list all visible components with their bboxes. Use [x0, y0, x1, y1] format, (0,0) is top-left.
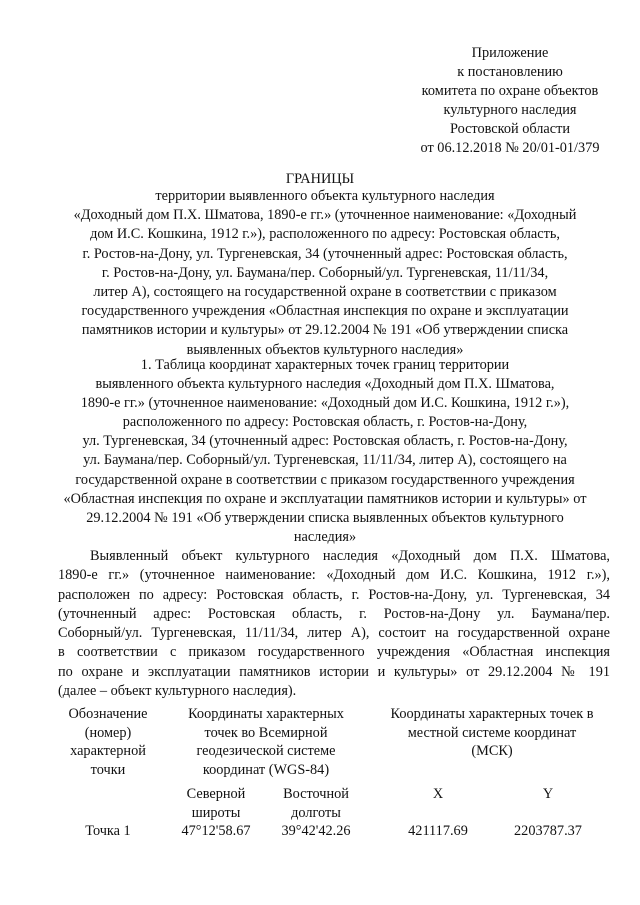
heading-line: 1890-е гг.» (уточненное наименование: «Доходный дом И.С. Кошкина, 1912 г.»), — [80, 395, 570, 412]
document-title: ГРАНИЦЫ — [285, 171, 355, 187]
annex-line: комитета по охране объектов — [421, 83, 599, 99]
header-line: (МСК) — [471, 743, 513, 759]
annex-line: Ростовской области — [449, 121, 571, 137]
header-line: Восточной — [283, 786, 349, 802]
subtitle-line: литер А), состоящего на государственной охране в соответствии с приказом — [93, 284, 557, 301]
heading-line: ул. Тургеневская, 34 (уточненный адрес: Ростовская область, г. Ростов-на-Дону, — [82, 433, 568, 450]
body-paragraph — [58, 547, 610, 701]
paragraph-line: Выявленный объект культурного наследия «Доходный дом П.Х. Шматова, — [90, 548, 610, 564]
header-line: местной системе координат — [407, 724, 577, 741]
header-line: широты — [191, 804, 241, 821]
subtitle-line: государственного учреждения «Областная инспекция по охране и эксплуатации — [81, 303, 569, 320]
subtitle-line: г. Ростов-на-Дону, ул. Тургеневская, 34 (уточненный адрес: Ростовская область, — [82, 245, 568, 262]
header-line: геодезической системе — [196, 743, 336, 759]
header-line: Обозначение — [68, 706, 148, 722]
paragraph-line: в соответствии с приказом государственного учреждения «Областная инспекция — [58, 644, 610, 661]
header-line: Координаты характерных — [188, 706, 344, 722]
paragraph-line: 1890-е гг.» (уточненное наименование: «Доходный дом И.С. Кошкина, 1912 г.»), — [58, 567, 610, 584]
heading-line: 1. Таблица координат характерных точек границ территории — [140, 357, 510, 373]
section-heading — [40, 356, 610, 547]
header-line: долготы — [291, 804, 341, 821]
paragraph-line: Соборный/ул. Тургеневская, 11/11/34, литер А), состоит на государственной охране — [58, 625, 610, 642]
header-line: характерной — [70, 743, 146, 759]
annex-line: от 06.12.2018 № 20/01-01/379 — [420, 140, 600, 156]
heading-line: «Областная инспекция по охране и эксплуатации памятников истории и культуры» от — [63, 490, 587, 507]
subheader-north-latitude — [166, 785, 266, 822]
paragraph-line: по охране и эксплуатации памятников истории и культуры» от 29.12.2004 № 191 — [58, 663, 610, 680]
document-subtitle — [40, 187, 610, 360]
annex-block — [390, 44, 630, 158]
header-line: Координаты характерных точек в — [390, 706, 594, 722]
cell-point-name: Точка 1 — [85, 823, 131, 839]
header-wgs84 — [166, 705, 366, 779]
paragraph-line: (уточненный адрес: Ростовская область, г. Ростов-на-Дону ул. Баумана/пер. — [58, 605, 610, 622]
header-line: координат (WGS-84) — [202, 761, 330, 778]
subtitle-line: территории выявленного объекта культурного наследия — [155, 188, 495, 204]
cell-y: 2203787.37 — [514, 823, 582, 839]
cell-x: 421117.69 — [408, 823, 468, 839]
cell-north-latitude: 47°12'58.67 — [181, 823, 251, 839]
heading-line: выявленного объекта культурного наследия «Доходный дом П.Х. Шматова, — [95, 376, 555, 393]
header-line: точки — [90, 761, 126, 778]
subtitle-line: дом И.С. Кошкина, 1912 г.»), расположенного по адресу: Ростовская область, — [90, 226, 560, 243]
subtitle-line: выявленных объектов культурного наследия» — [186, 341, 464, 358]
subheader-east-longitude — [266, 785, 366, 822]
heading-line: государственной охране в соответствии с приказом государственного учреждения — [75, 471, 575, 488]
cell-east-longitude: 39°42'42.26 — [281, 823, 351, 839]
header-line: (номер) — [84, 724, 132, 741]
annex-line: Приложение — [471, 45, 549, 61]
heading-line: 29.12.2004 № 191 «Об утверждении списка выявленных объектов культурного — [86, 509, 564, 526]
paragraph-line: (далее – объект культурного наследия). — [58, 683, 297, 700]
header-msk — [374, 705, 610, 761]
heading-line: наследия» — [293, 528, 357, 545]
header-designation — [58, 705, 158, 779]
subheader-y: Y — [542, 786, 554, 802]
subheader-x: X — [432, 786, 444, 802]
header-line: Северной — [186, 786, 246, 802]
subtitle-line: памятников истории и культуры» от 29.12.2004 № 191 «Об утверждении списка — [81, 322, 569, 339]
subtitle-line: г. Ростов-на-Дону, ул. Баумана/пер. Соборный/ул. Тургеневская, 11/11/34, — [101, 264, 549, 281]
paragraph-line: расположен по адресу: Ростовская область, г. Ростов-на-Дону, ул. Тургеневская, 34 — [58, 586, 610, 603]
header-line: точек во Всемирной — [204, 724, 328, 741]
heading-line: ул. Баумана/пер. Соборный/ул. Тургеневская, 11/11/34, литер А), состоящего на — [83, 452, 567, 469]
heading-line: расположенного по адресу: Ростовская область, г. Ростов-на-Дону, — [122, 414, 528, 431]
annex-line: культурного наследия — [443, 102, 577, 118]
subtitle-line: «Доходный дом П.Х. Шматова, 1890-е гг.» (уточненное наименование: «Доходный — [73, 207, 577, 224]
annex-line: к постановлению — [457, 64, 563, 80]
